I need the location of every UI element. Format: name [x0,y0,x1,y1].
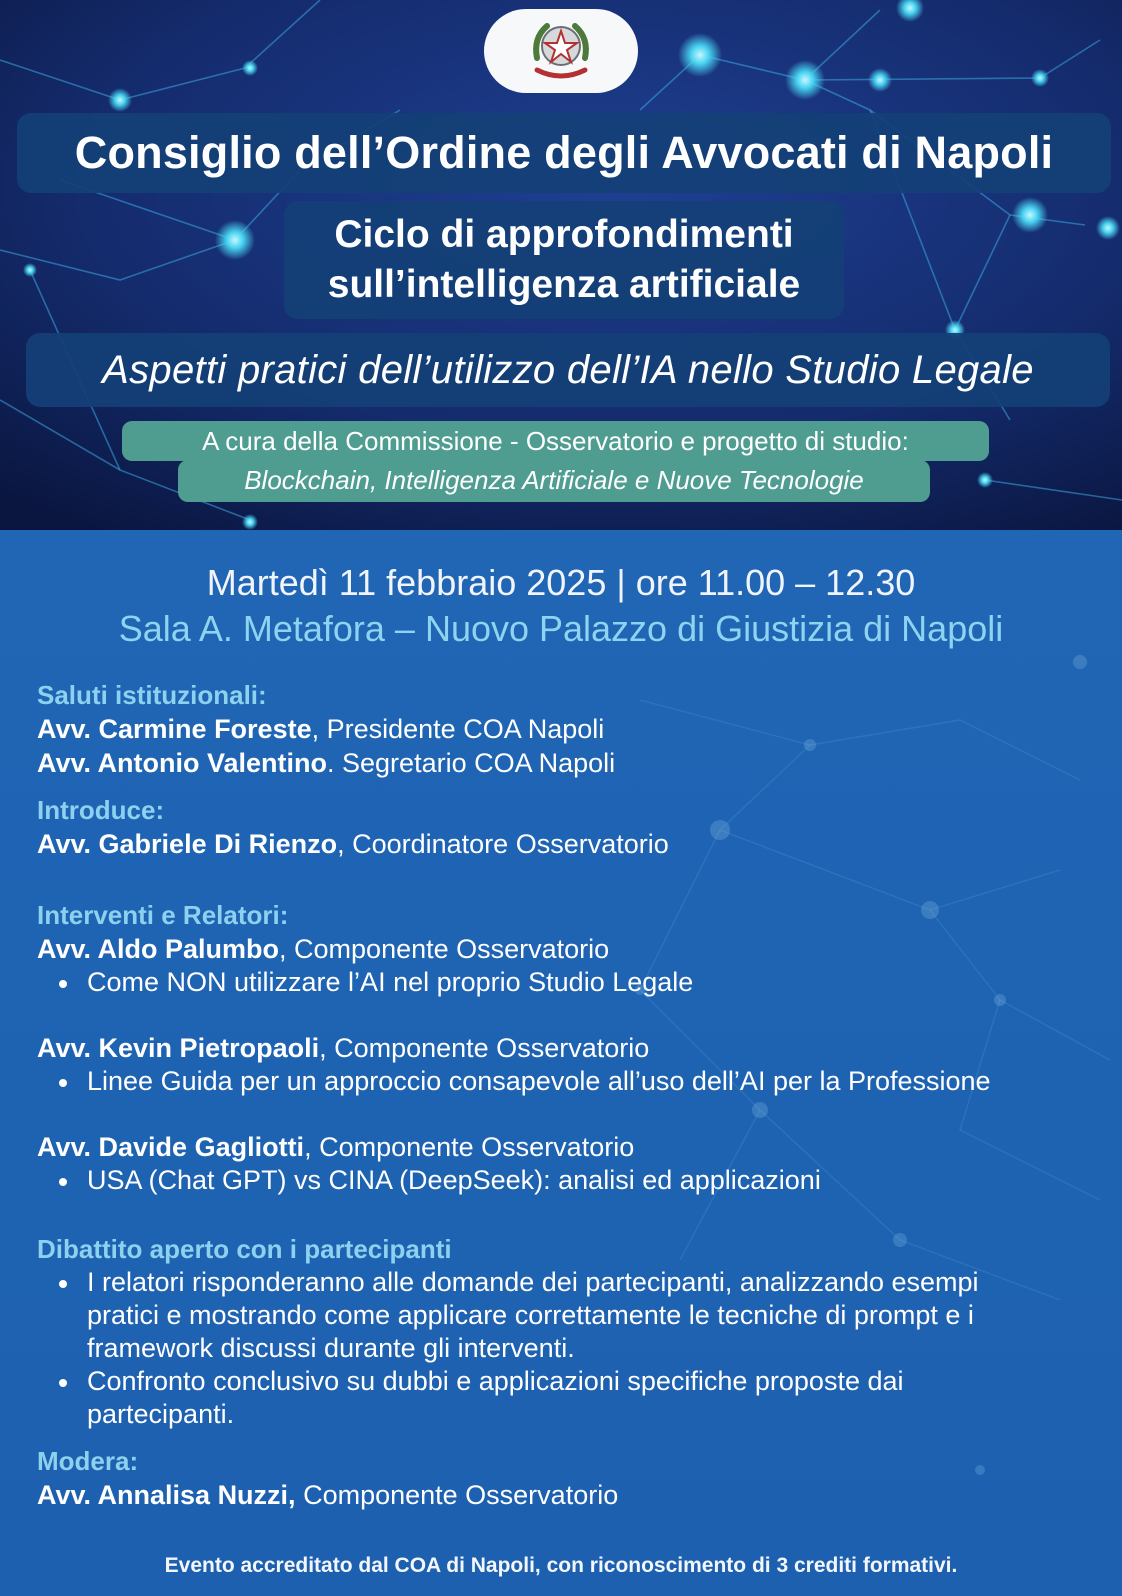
italian-republic-emblem-icon [529,16,593,86]
moderator-role: Componente Osservatorio [295,1480,619,1510]
speaker-line [37,712,1097,746]
debate-heading: Dibattito aperto con i partecipanti [37,1234,452,1264]
debate-points-list [37,1266,1047,1431]
cycle-title-line2: sull’intelligenza artificiale [327,263,801,306]
speaker-role: , Presidente COA Napoli [311,714,605,744]
talk-topic-list [37,966,1097,999]
speaker-name: Avv. Kevin Pietropaoli [37,1033,320,1063]
speaker-line [37,1031,1097,1065]
talk-topic-list [37,1065,1097,1098]
accreditation-note: Evento accreditato dal COA di Napoli, con riconoscimento di 3 crediti formativi. [164,1554,958,1577]
debate-point: I relatori risponderanno alle domande dei partecipanti, analizzando esempi pratici e mostrando come applicare correttamente le tecniche di prompt e i framework discussi durante gli interventi. [37,1266,1047,1365]
event-date-time: Martedì 11 febbraio 2025 | ore 11.00 – 12.30 [206,562,916,603]
event-subtitle: Aspetti pratici dell’utilizzo dell’IA nello Studio Legale [26,333,1110,407]
moderator-name: Avv. Annalisa Nuzzi, [37,1480,296,1510]
moderator-heading: Modera: [37,1446,139,1476]
talk-topic-list [37,1164,1097,1197]
speaker-name: Avv. Davide Gagliotti [37,1132,305,1162]
moderator-line [37,1478,1097,1512]
speaker-name: Avv. Aldo Palumbo [37,934,280,964]
intro-heading: Introduce: [37,795,165,825]
speaker-line [37,932,1097,966]
speaker-role: , Coordinatore Osservatorio [337,829,669,859]
speaker-role: . Segretario COA Napoli [327,748,616,778]
organization-title: Consiglio dell’Ordine degli Avvocati di Napoli [17,113,1111,193]
speaker-role: , Componente Osservatorio [319,1033,650,1063]
speaker-role: , Componente Osservatorio [279,934,610,964]
emblem-badge [484,9,638,93]
speaker-name: Avv. Antonio Valentino [37,748,328,778]
speaker-role: , Componente Osservatorio [304,1132,635,1162]
speaker-line [37,746,1097,780]
speaker-name: Avv. Carmine Foreste [37,714,312,744]
program-section [37,678,1097,1512]
cycle-title [284,201,844,319]
speaker-line [37,1130,1097,1164]
talk-topic: USA (Chat GPT) vs CINA (DeepSeek): analisi ed applicazioni [37,1164,1097,1197]
talk-topic: Come NON utilizzare l’AI nel proprio Studio Legale [37,966,1097,999]
talks-heading: Interventi e Relatori: [37,900,289,930]
debate-point: Confronto conclusivo su dubbi e applicazioni specifiche proposte dai partecipanti. [37,1365,1047,1431]
talk-topic: Linee Guida per un approccio consapevole all’uso dell’AI per la Professione [37,1065,1097,1098]
cycle-title-line1: Ciclo di approfondimenti [334,213,794,256]
curated-by-line: A cura della Commissione - Osservatorio e progetto di studio: [122,421,989,461]
event-venue: Sala A. Metafora – Nuovo Palazzo di Giustizia di Napoli [118,608,1004,649]
speaker-name: Avv. Gabriele Di Rienzo [37,829,338,859]
curated-by-commission: Blockchain, Intelligenza Artificiale e Nuove Tecnologie [178,460,930,502]
greetings-heading: Saluti istituzionali: [37,680,267,710]
speaker-line [37,827,1097,861]
